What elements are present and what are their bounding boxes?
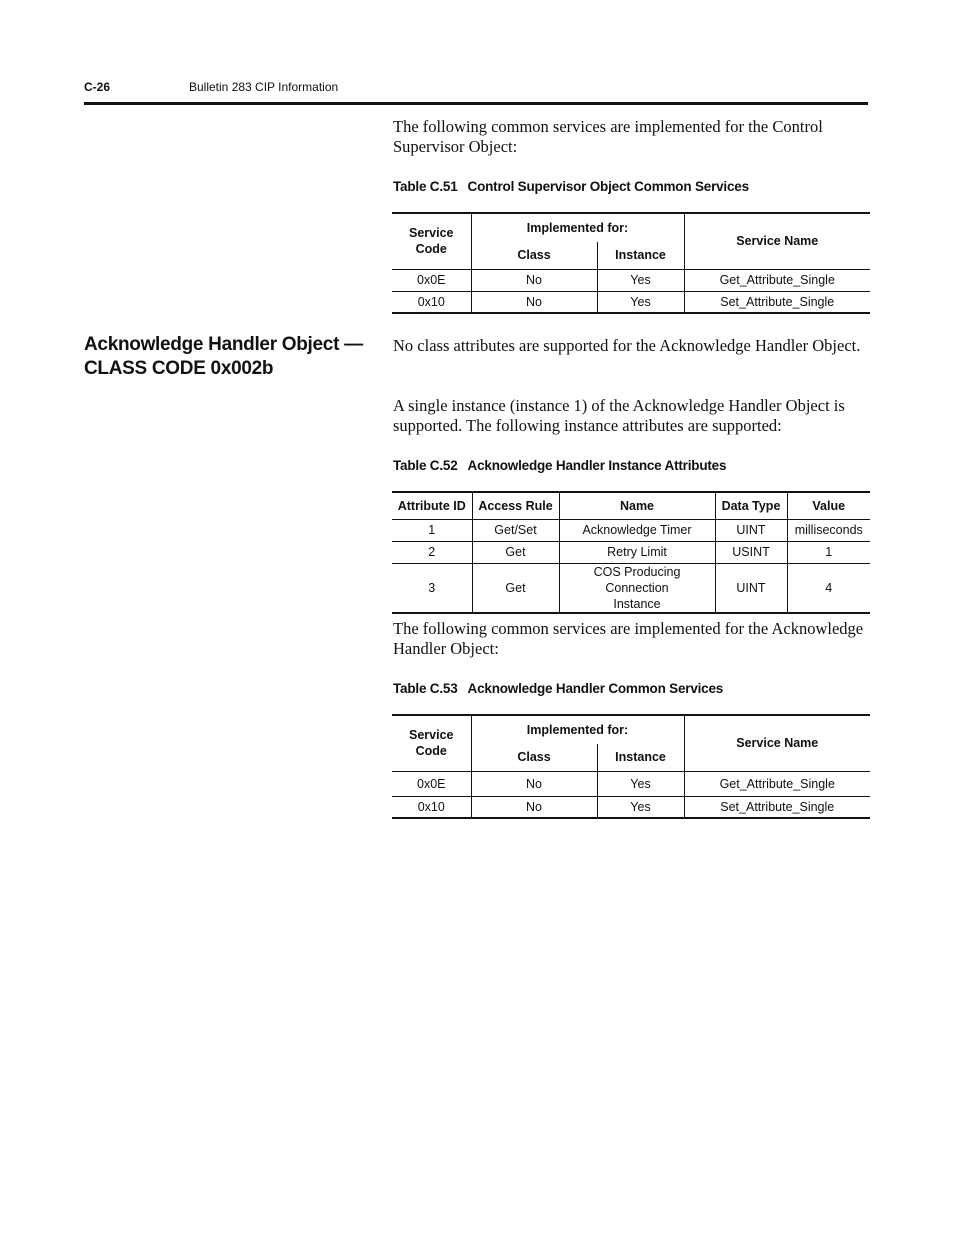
cell-service-code: 0x0E (392, 771, 471, 796)
table-row (392, 771, 870, 796)
table-c51-title: Control Supervisor Object Common Services (467, 179, 749, 194)
header-service-name: Service Name (684, 213, 870, 269)
cell-instance: Yes (597, 796, 684, 818)
cell-class: No (471, 796, 597, 818)
header-instance: Instance (597, 744, 684, 771)
cell-service-name: Set_Attribute_Single (684, 796, 870, 818)
intro-ack-handler: The following common services are implemented for the Acknowledge Handler Object: (393, 619, 864, 658)
cell-service-code: 0x0E (392, 269, 471, 291)
table-c51-caption (393, 179, 749, 194)
table-c51-number: Table C.51 (393, 179, 458, 194)
cell-class: No (471, 771, 597, 796)
cell-value: 4 (787, 563, 870, 613)
cell-value: milliseconds (787, 519, 870, 541)
table-c53-caption (393, 681, 723, 696)
para-no-class-attributes: No class attributes are supported for the Acknowledge Handler Object. (393, 336, 861, 355)
header-rule (84, 102, 868, 105)
table-c53 (392, 714, 870, 819)
cell-class: No (471, 269, 597, 291)
table-row (392, 269, 870, 291)
table-row (392, 541, 870, 563)
cell-instance: Yes (597, 771, 684, 796)
cell-access-rule: Get/Set (472, 519, 559, 541)
cell-service-code: 0x10 (392, 291, 471, 313)
cell-name-line2: Instance (613, 596, 661, 611)
table-row (392, 291, 870, 313)
para-single-instance: A single instance (instance 1) of the Acknowledge Handler Object is supported. The following instance attributes are supported: (393, 396, 845, 435)
section-heading-line1: Acknowledge Handler Object — (84, 334, 363, 355)
cell-service-name: Set_Attribute_Single (684, 291, 870, 313)
header-access-rule: Access Rule (472, 492, 559, 519)
cell-service-name: Get_Attribute_Single (684, 269, 870, 291)
cell-instance: Yes (597, 269, 684, 291)
running-header-title: Bulletin 283 CIP Information (189, 80, 339, 94)
section-heading (84, 333, 364, 381)
cell-service-code: 0x10 (392, 796, 471, 818)
header-service-code: Service Code (392, 715, 471, 771)
header-value: Value (787, 492, 870, 519)
table-row (392, 519, 870, 541)
header-service-code: Service Code (392, 213, 471, 269)
table-c51 (392, 212, 870, 314)
header-class: Class (471, 242, 597, 269)
page-number: C-26 (84, 80, 111, 94)
cell-attribute-id: 1 (392, 519, 472, 541)
cell-name: Retry Limit (559, 541, 715, 563)
cell-class: No (471, 291, 597, 313)
cell-value: 1 (787, 541, 870, 563)
cell-data-type: UINT (715, 563, 787, 613)
cell-name-line1: COS Producing Connection (593, 564, 681, 595)
cell-attribute-id: 2 (392, 541, 472, 563)
intro-control-supervisor: The following common services are implemented for the Control Supervisor Object: (393, 117, 823, 156)
table-c52 (392, 491, 870, 614)
cell-service-name: Get_Attribute_Single (684, 771, 870, 796)
header-data-type: Data Type (715, 492, 787, 519)
section-heading-line2: CLASS CODE 0x002b (84, 358, 274, 379)
header-instance: Instance (597, 242, 684, 269)
cell-name: Acknowledge Timer (559, 519, 715, 541)
cell-data-type: USINT (715, 541, 787, 563)
table-c53-title: Acknowledge Handler Common Services (467, 681, 724, 696)
header-implemented-for: Implemented for: (471, 715, 684, 744)
header-implemented-for: Implemented for: (471, 213, 684, 242)
table-row (392, 563, 870, 613)
table-c53-number: Table C.53 (393, 681, 458, 696)
cell-attribute-id: 3 (392, 563, 472, 613)
cell-access-rule: Get (472, 541, 559, 563)
table-row (392, 796, 870, 818)
cell-access-rule: Get (472, 563, 559, 613)
header-attribute-id: Attribute ID (392, 492, 472, 519)
header-name: Name (559, 492, 715, 519)
cell-name (559, 563, 715, 613)
header-service-name: Service Name (684, 715, 870, 771)
header-class: Class (471, 744, 597, 771)
table-c52-caption (393, 458, 726, 473)
cell-instance: Yes (597, 291, 684, 313)
table-c52-number: Table C.52 (393, 458, 458, 473)
cell-data-type: UINT (715, 519, 787, 541)
table-c52-title: Acknowledge Handler Instance Attributes (467, 458, 727, 473)
